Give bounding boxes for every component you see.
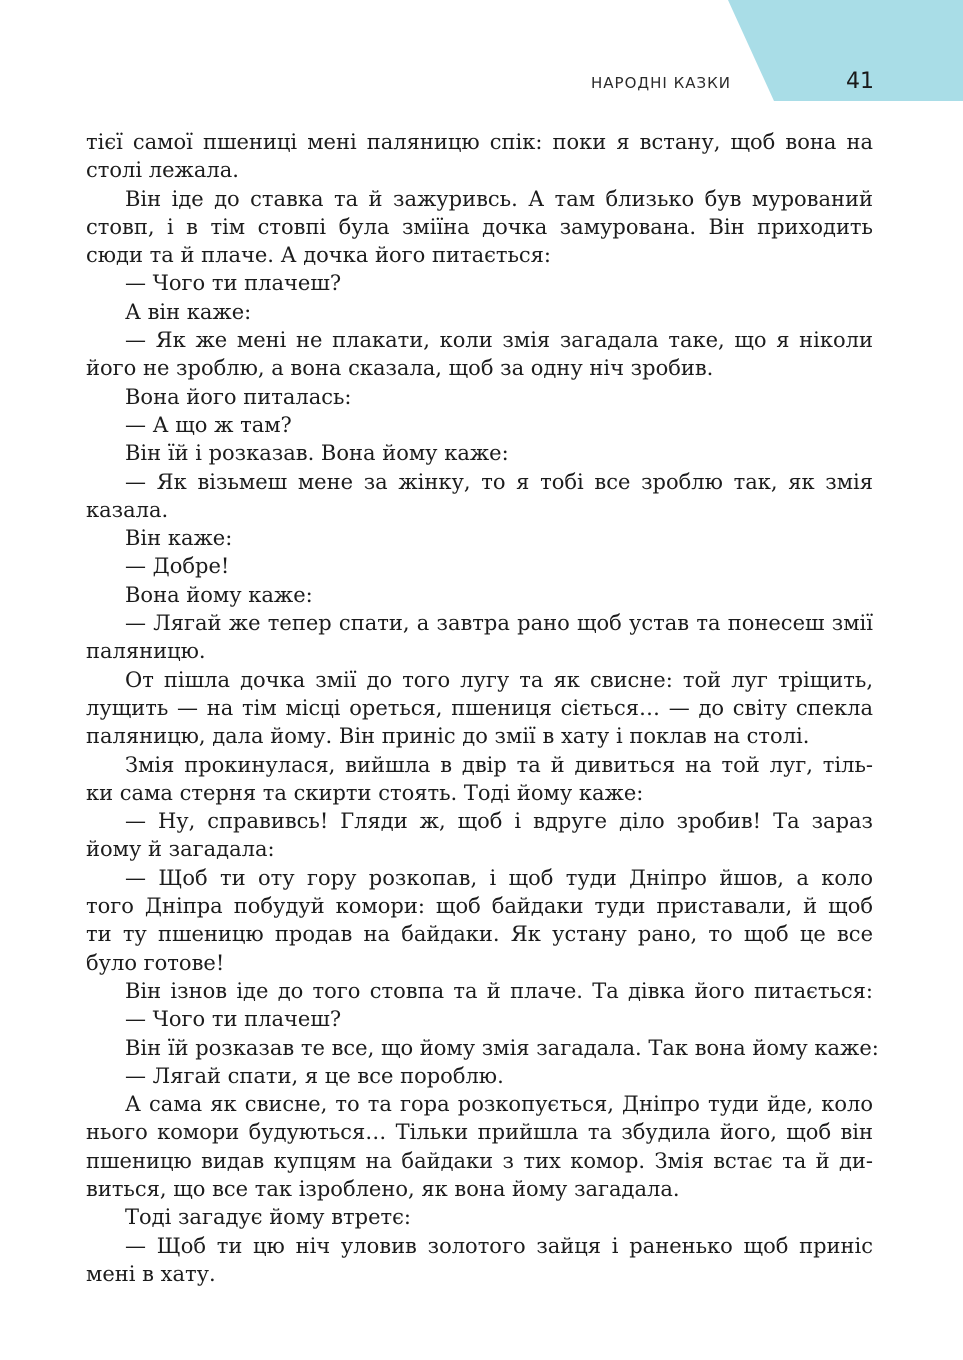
text-line: того Дніпра побудуй комори: щоб байдаки туди приставали, й щоб [86, 894, 873, 919]
text-line: тієї самої пшениці мені паляницю спік: поки я встану, щоб вона на [86, 130, 873, 154]
text-line: сюди та й плаче. А дочка його питається: [86, 243, 551, 268]
text-line: паляницю. [86, 639, 206, 664]
text-line: йому й загадала: [86, 837, 275, 862]
text-line: А він каже: [125, 299, 252, 324]
text-line: — Щоб ти цю ніч уловив золотого зайця і раненько щоб приніс [125, 1233, 873, 1258]
text-line: Вона його питалась: [125, 384, 352, 409]
text-line: Він їй і розказав. Вона йому каже: [125, 441, 509, 466]
text-line: пшеницю видав купцям на байдаки з тих комор. Змія встає та й ди- [86, 1148, 873, 1173]
text-line: Він ізнов іде до того стовпа та й плаче. Та дівка його питається: [125, 978, 873, 1003]
text-line: — Ну, справивсь! Гляди ж, щоб і вдруге діло зробив! Та зараз [125, 809, 873, 834]
body-text [86, 128, 879, 1288]
text-line: Він іде до ставка та й зажуривсь. А там близько був мурований [125, 186, 873, 211]
text-line: — Чого ти плачеш? [125, 1007, 342, 1032]
text-line: ки сама стерня та скирти стоять. Тоді йому каже: [86, 780, 644, 805]
text-line: Вона йому каже: [125, 582, 313, 607]
text-line: столі лежала. [86, 158, 239, 183]
text-line: — А що ж там? [125, 412, 292, 437]
text-line: стовп, і в тім стовпі була зміїна дочка замурована. Він приходить [86, 214, 873, 239]
text-line: — Чого ти плачеш? [125, 271, 342, 296]
text-line: — Щоб ти оту гору розкопав, і щоб туди Дніпро йшов, а коло [125, 865, 873, 890]
text-line: Він каже: [125, 526, 233, 551]
text-line: виться, що все так ізроблено, як вона йому загадала. [86, 1176, 680, 1201]
text-line: його не зроблю, а вона сказала, щоб за одну ніч зробив. [86, 356, 714, 381]
text-line: — Добре! [125, 554, 230, 579]
text-line: — Лягай спати, я це все пороблю. [125, 1063, 504, 1088]
text-line: Він їй розказав те все, що йому змія загадала. Так вона йому каже: [125, 1035, 879, 1060]
text-line: нього комори будуються… Тільки прийшла та збудила його, щоб він [86, 1120, 873, 1145]
running-head: НАРОДНІ КАЗКИ [591, 74, 731, 92]
text-line: було готове! [86, 950, 225, 975]
text-line: Тоді загадує йому втретє: [125, 1205, 411, 1230]
text-line: От пішла дочка змії до того лугу та як свисне: той луг тріщить, [125, 667, 873, 692]
text-line: — Лягай же тепер спати, а завтра рано щоб устав та понесеш змії [125, 611, 873, 636]
text-line: паляницю, дала йому. Він приніс до змії в хату і поклав на столі. [86, 724, 810, 749]
text-line: — Як візьмеш мене за жінку, то я тобі все зроблю так, як змія [125, 469, 873, 494]
page-number: 41 [846, 69, 874, 94]
text-line: мені в хату. [86, 1261, 216, 1286]
text-line: лущить — на тім місці ореться, пшениця сіється… — до світу спекла [86, 695, 873, 720]
text-line: Змія прокинулася, вийшла в двір та й дивиться на той луг, тіль- [125, 752, 873, 777]
text-line: — Як же мені не плакати, коли змія загадала таке, що я ніколи [125, 328, 873, 353]
text-line: ти ту пшеницю продав на байдаки. Як устану рано, то щоб це все [86, 922, 873, 947]
text-line: казала. [86, 497, 169, 522]
text-line: А сама як свисне, то та гора розкопується, Дніпро туди йде, коло [125, 1092, 873, 1117]
